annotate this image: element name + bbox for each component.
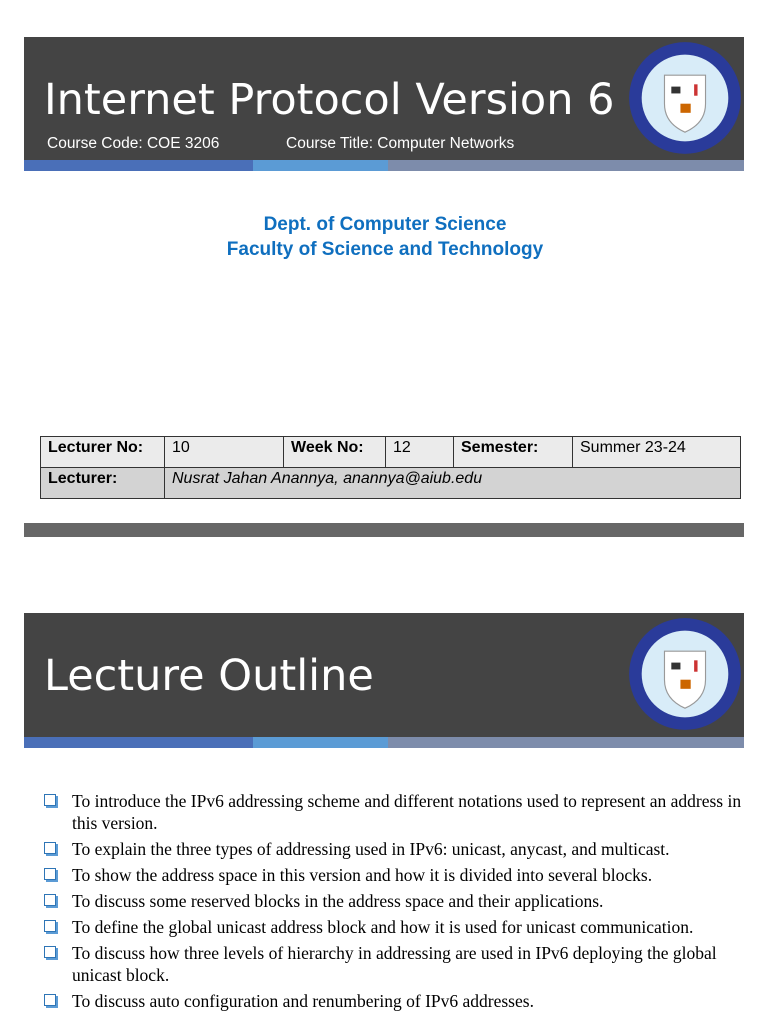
accent-bar-grey [388,160,744,171]
accent-bar-lightblue [253,737,388,748]
bullet-text: To discuss some reserved blocks in the address space and their applications. [72,891,604,911]
list-item [44,838,744,860]
list-item [44,790,744,834]
semester-label: Semester: [454,437,573,468]
course-code: Course Code: COE 3206 [47,135,220,152]
slide2-header [24,613,744,737]
bullet-text: To discuss auto configuration and renumbering of IPv6 addresses. [72,991,534,1011]
bullet-text: To show the address space in this version and how it is divided into several blocks. [72,865,653,885]
lecturer-label: Lecturer: [41,468,165,499]
faculty-name: Faculty of Science and Technology [226,239,544,260]
slide1-header [24,37,744,161]
university-logo-icon [628,617,742,731]
accent-bar-blue [24,737,253,748]
accent-bar-grey [388,737,744,748]
checkbox-bullet-icon [44,994,56,1006]
week-no-label: Week No: [284,437,386,468]
checkbox-bullet-icon [44,894,56,906]
accent-bar-blue [24,160,253,171]
bullet-text: To explain the three types of addressing used in IPv6: unicast, anycast, and multicast. [72,839,670,859]
checkbox-bullet-icon [44,868,56,880]
course-title: Course Title: Computer Networks [286,135,515,152]
checkbox-bullet-icon [44,842,56,854]
outline-list [44,790,744,1016]
semester-value: Summer 23-24 [573,437,741,468]
list-item [44,942,744,986]
list-item [44,990,744,1012]
accent-bar-lightblue [253,160,388,171]
lecturer-value: Nusrat Jahan Anannya, anannya@aiub.edu [165,468,741,499]
week-no-value: 12 [386,437,454,468]
table-row [41,437,741,468]
list-item [44,890,744,912]
checkbox-bullet-icon [44,920,56,932]
lecturer-no-label: Lecturer No: [41,437,165,468]
checkbox-bullet-icon [44,946,56,958]
bullet-text: To introduce the IPv6 addressing scheme and different notations used to represent an address in this version. [72,791,742,833]
slide-title: Lecture Outline [44,651,374,701]
bullet-text: To define the global unicast address block and how it is used for unicast communication. [72,917,694,937]
list-item [44,864,744,886]
dept-name: Dept. of Computer Science [263,214,507,235]
slide-title: Internet Protocol Version 6 [44,75,615,125]
bullet-text: To discuss how three levels of hierarchy in addressing are used in IPv6 deploying the global unicast block. [72,943,717,985]
lecture-info-table [40,436,741,499]
list-item [44,916,744,938]
lecturer-no-value: 10 [165,437,284,468]
university-logo-icon [628,41,742,155]
table-row [41,468,741,499]
slide-divider-bar [24,523,744,537]
checkbox-bullet-icon [44,794,56,806]
